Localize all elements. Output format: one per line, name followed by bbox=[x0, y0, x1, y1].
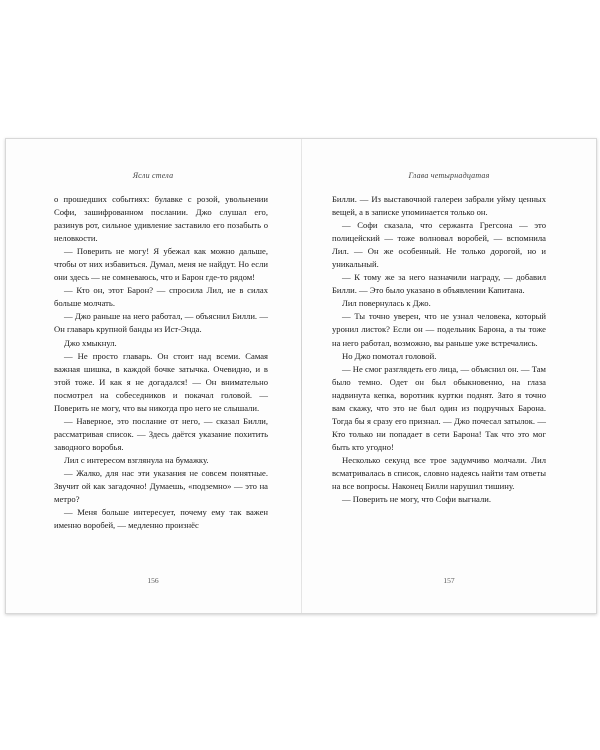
paragraph: — Наверное, это послание от него, — сказал Билли, рассматривая список. — Здесь даётся указание похитить заводного воробья. bbox=[54, 415, 268, 452]
book-spread bbox=[5, 138, 597, 614]
paragraph: — Поверить не могу, что Софи выгнали. bbox=[342, 494, 491, 505]
paragraph: Джо хмыкнул. bbox=[64, 337, 117, 348]
paragraph: о прошедших событиях: булавке с розой, увольнении Софи, зашифрованном послании. Джо слушал его, разинув рот, сильное удивление заставило его позабыть о неловкости. bbox=[54, 194, 268, 244]
paragraph: — Кто он, этот Барон? — спросила Лил, не в силах больше молчать. bbox=[54, 285, 268, 309]
paragraph: — Меня больше интересует, почему ему так важен именно воробей, — медленно произнёс bbox=[54, 507, 268, 531]
paragraph: Но Джо помотал головой. bbox=[342, 350, 437, 361]
right-body-text bbox=[332, 193, 546, 506]
right-page-number: 157 bbox=[443, 576, 455, 585]
right-running-head: Глава четырнадцатая bbox=[408, 171, 490, 180]
paragraph: — Не просто главарь. Он стоит над всеми. Самая важная шишка, в каждой бочке затычка. Очевидно, и в этой тоже. И как я не догадался! — Он внимательно посмотрел на собеседников и покачал головой. — Поверить не могу, что вы никогда про него не слышали. bbox=[54, 350, 268, 413]
left-running-head: Ясли стела bbox=[132, 171, 174, 180]
paragraph: Несколько секунд все трое задумчиво молчали. Лил всматривалась в список, словно надеясь найти там ответы на все вопросы. Наконец Билли нарушил тишину. bbox=[332, 454, 546, 492]
paragraph: — Поверить не могу! Я убежал как можно дальше, чтобы от них избавиться. Думал, меня не найдут. Но если они здесь — не сомневаюсь, что и Барон где-то рядом! bbox=[54, 246, 268, 283]
paragraph: — К тому же за него назначили награду, — добавил Билли. — Это было указано в объявлении Капитана. bbox=[332, 272, 546, 296]
left-body-text bbox=[54, 193, 268, 532]
paragraph: — Софи сказала, что сержанта Грегсона — это полицейский — тоже волновал воробей, — вспомнила Лил. — Он же особенный. Не только дорогой, но и уникальный. bbox=[332, 220, 546, 270]
right-page bbox=[302, 139, 596, 613]
left-page bbox=[6, 139, 300, 613]
paragraph: Лил повернулась к Джо. bbox=[342, 298, 431, 309]
paragraph: Билли. — Из выставочной галереи забрали уйму ценных вещей, а в записке упоминается только он. bbox=[332, 194, 546, 218]
left-page-number: 156 bbox=[147, 576, 159, 585]
paragraph: Лил с интересом взглянула на бумажку. bbox=[64, 454, 209, 465]
paragraph: — Ты точно уверен, что не узнал человека, который уронил листок? Если он — подельник Барона, а ты тоже на него работал, возможно, вы раньше уже встречались. bbox=[332, 311, 546, 348]
paragraph: — Не смог разглядеть его лица, — объяснил он. — Там было темно. Одет он был обыкновенно, на глаза надвинута кепка, воротник куртки поднят. Зато я точно вам скажу, что это не был один из подручных Барона. Тогда бы я сразу его признал. — Джо почесал затылок. — Кто только ни попадает в сети Барона! Так что это мог быть кто угодно! bbox=[332, 363, 546, 452]
paragraph: — Жалко, для нас эти указания не совсем понятные. Звучит ой как загадочно! Думаешь, «подземно» — это на метро? bbox=[54, 467, 268, 505]
paragraph: — Джо раньше на него работал, — объяснил Билли. — Он главарь крупной банды из Ист-Энда. bbox=[54, 311, 268, 335]
